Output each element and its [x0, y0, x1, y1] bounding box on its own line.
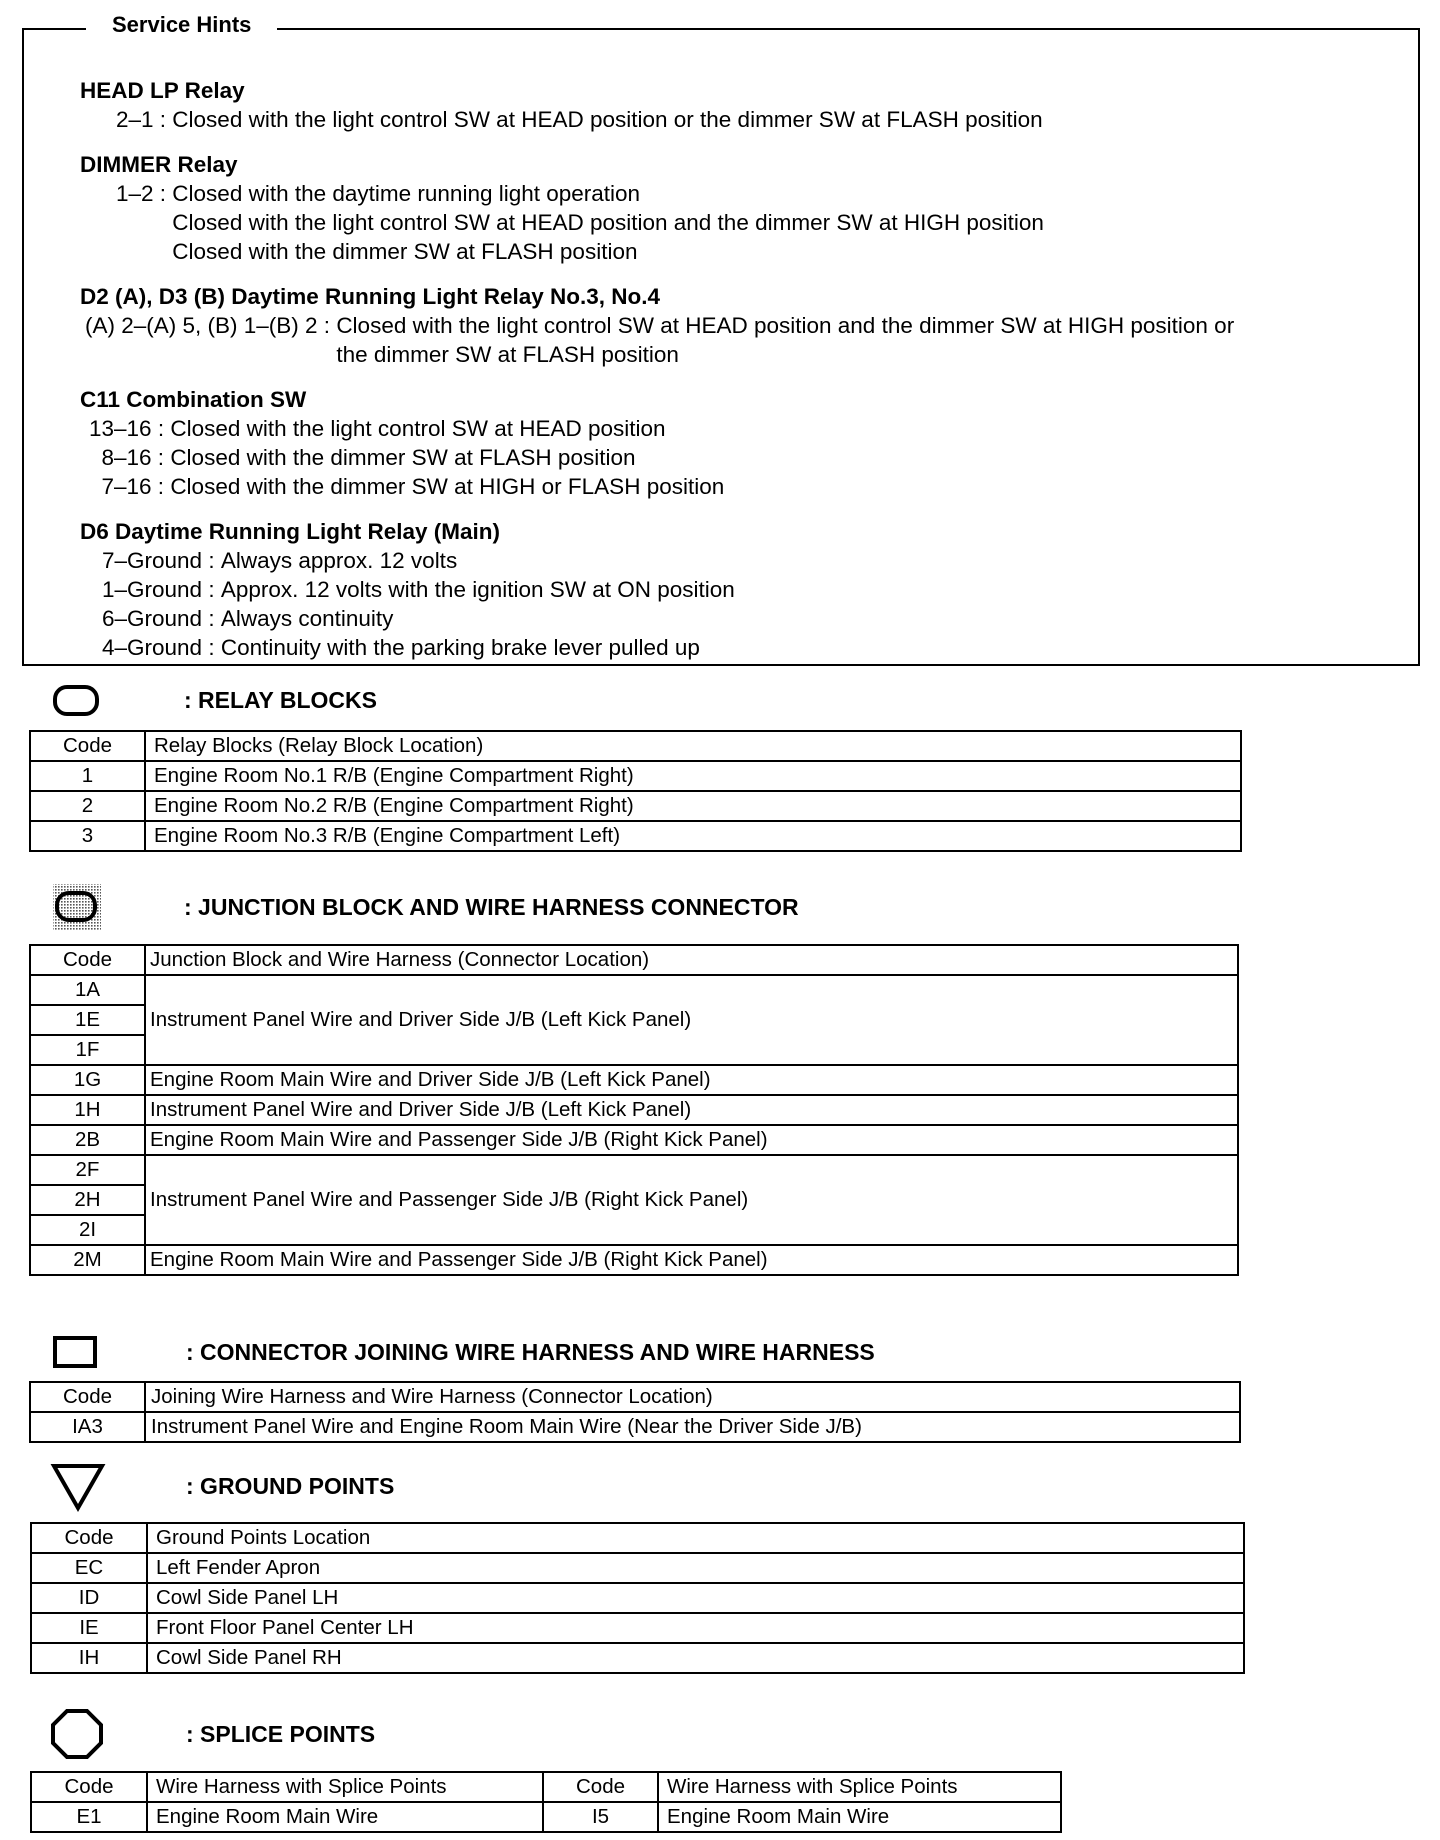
table-header-cell: Code [31, 1772, 147, 1802]
table-row [31, 1802, 1061, 1832]
table-desc-cell: Engine Room Main Wire and Passenger Side J/B (Right Kick Panel) [145, 1125, 1238, 1155]
hint-desc: Closed with the light control SW at HEAD position [170, 416, 666, 441]
hint-desc: Always approx. 12 volts [220, 548, 458, 573]
service-hints-box [22, 28, 1420, 666]
table-header-cell: Wire Harness with Splice Points [658, 1772, 1061, 1802]
table-row [30, 791, 1241, 821]
splice-points-table [30, 1771, 1062, 1833]
hint-term: 2–1 : [116, 107, 173, 132]
table-code-cell: 2M [30, 1245, 145, 1275]
splice-points-title: : SPLICE POINTS [186, 1720, 376, 1747]
table-code-cell: 1G [30, 1065, 145, 1095]
hint-term: (A) 2–(A) 5, (B) 1–(B) 2 : [85, 313, 337, 338]
table-code-cell: IA3 [30, 1412, 145, 1442]
junction-blocks-table [29, 944, 1239, 1276]
heading-head-lp-relay: HEAD LP Relay [80, 78, 245, 103]
table-code-cell: 1 [30, 761, 145, 791]
table-row [31, 1553, 1244, 1583]
hint-term: 13–16 : [89, 416, 171, 441]
table-code-cell: 1E [30, 1005, 145, 1035]
table-header-cell: Code [30, 945, 145, 975]
hint-term: 1–Ground : [102, 577, 221, 602]
table-desc-cell: Engine Room No.3 R/B (Engine Compartment Left) [145, 821, 1241, 851]
hint-term: 6–Ground : [102, 606, 221, 631]
table-row [30, 1245, 1238, 1275]
table-header-cell: Ground Points Location [147, 1523, 1244, 1553]
table-row [30, 1155, 1238, 1185]
table-row [30, 761, 1241, 791]
relay-blocks-header [52, 680, 377, 720]
table-code-cell: 1F [30, 1035, 145, 1065]
junction-block-icon [52, 887, 102, 927]
table-desc-cell: Cowl Side Panel LH [147, 1583, 1244, 1613]
hint-line: Closed with the light control SW at HEAD position and the dimmer SW at HIGH position or [336, 313, 1235, 338]
hint-desc: Closed with the light control SW at HEAD position or the dimmer SW at FLASH position [172, 107, 1043, 132]
hint-row [89, 414, 1234, 443]
table-code-cell: IE [31, 1613, 147, 1643]
ground-points-header [52, 1466, 394, 1506]
table-code-cell: IH [31, 1643, 147, 1673]
junction-blocks-header [52, 887, 799, 927]
hint-row [89, 472, 1234, 501]
relay-blocks-table [29, 730, 1242, 852]
table-header-cell: Relay Blocks (Relay Block Location) [145, 731, 1241, 761]
hint-row [80, 179, 1234, 266]
heading-drl-main: D6 Daytime Running Light Relay (Main) [80, 519, 501, 544]
hint-row [102, 633, 1234, 662]
ground-points-title: : GROUND POINTS [186, 1472, 395, 1499]
table-row [30, 1095, 1238, 1125]
table-code-cell: 2 [30, 791, 145, 821]
table-desc-cell: Instrument Panel Wire and Driver Side J/B (Left Kick Panel) [145, 1095, 1238, 1125]
table-desc-cell: Engine Room Main Wire and Passenger Side J/B (Right Kick Panel) [145, 1245, 1238, 1275]
table-row [31, 1643, 1244, 1673]
table-code-cell: 2I [30, 1215, 145, 1245]
table-row [31, 1613, 1244, 1643]
table-desc-cell: Instrument Panel Wire and Driver Side J/B (Left Kick Panel) [145, 975, 1238, 1065]
table-desc-cell: Engine Room No.2 R/B (Engine Compartment Right) [145, 791, 1241, 821]
hint-line: the dimmer SW at FLASH position [336, 342, 679, 367]
table-header-cell: Code [30, 731, 145, 761]
table-desc-cell: Left Fender Apron [147, 1553, 1244, 1583]
table-header-cell: Joining Wire Harness and Wire Harness (Connector Location) [145, 1382, 1240, 1412]
hint-row [80, 105, 1234, 134]
hint-term: 8–16 : [89, 445, 171, 470]
connectors-header [52, 1332, 875, 1372]
heading-drl-relay-3-4: D2 (A), D3 (B) Daytime Running Light Relay No.3, No.4 [80, 284, 661, 309]
table-desc-cell: Engine Room Main Wire [658, 1802, 1061, 1832]
table-code-cell: I5 [543, 1802, 658, 1832]
hint-line: Closed with the daytime running light operation [172, 181, 641, 206]
table-header-cell: Code [543, 1772, 658, 1802]
table-code-cell: 1H [30, 1095, 145, 1125]
splice-octagon-icon [52, 1714, 102, 1754]
connector-icon [52, 1332, 102, 1372]
table-code-cell: 3 [30, 821, 145, 851]
table-header-row [30, 1382, 1240, 1412]
table-desc-cell: Engine Room Main Wire [147, 1802, 543, 1832]
connectors-title: : CONNECTOR JOINING WIRE HARNESS AND WIRE HARNESS [186, 1338, 875, 1365]
hint-desc: Closed with the dimmer SW at HIGH or FLASH position [170, 474, 725, 499]
hint-row [102, 604, 1234, 633]
hint-desc: Continuity with the parking brake lever pulled up [220, 635, 700, 660]
table-desc-cell: Cowl Side Panel RH [147, 1643, 1244, 1673]
table-code-cell: EC [31, 1553, 147, 1583]
table-header-row [30, 731, 1241, 761]
drl-main-rows [80, 546, 1234, 662]
hint-term: 1–2 : [116, 181, 173, 206]
table-code-cell: ID [31, 1583, 147, 1613]
splice-points-header [52, 1714, 375, 1754]
connectors-table [29, 1381, 1241, 1443]
hint-desc: Closed with the dimmer SW at FLASH position [170, 445, 636, 470]
table-row [30, 1125, 1238, 1155]
hint-row [102, 575, 1234, 604]
table-header-cell: Wire Harness with Splice Points [147, 1772, 543, 1802]
hint-row [89, 443, 1234, 472]
hint-desc: Always continuity [220, 606, 394, 631]
hint-line: Closed with the light control SW at HEAD position and the dimmer SW at HIGH position [172, 210, 1044, 235]
relay-blocks-title: : RELAY BLOCKS [184, 686, 377, 713]
service-hints-content [80, 76, 1234, 662]
table-desc-cell: Engine Room No.1 R/B (Engine Compartment Right) [145, 761, 1241, 791]
table-desc-cell: Front Floor Panel Center LH [147, 1613, 1244, 1643]
table-row [30, 975, 1238, 1005]
table-header-row [30, 945, 1238, 975]
hint-term: 4–Ground : [102, 635, 221, 660]
table-row [31, 1583, 1244, 1613]
ground-triangle-icon [52, 1466, 102, 1506]
hint-line: Closed with the dimmer SW at FLASH position [172, 239, 638, 264]
table-code-cell: E1 [31, 1802, 147, 1832]
table-header-cell: Junction Block and Wire Harness (Connector Location) [145, 945, 1238, 975]
heading-dimmer-relay: DIMMER Relay [80, 152, 238, 177]
hint-row [80, 311, 1234, 369]
table-desc-cell: Instrument Panel Wire and Passenger Side J/B (Right Kick Panel) [145, 1155, 1238, 1245]
table-code-cell: 2B [30, 1125, 145, 1155]
hint-term: 7–Ground : [102, 548, 221, 573]
table-code-cell: 2H [30, 1185, 145, 1215]
table-row [30, 821, 1241, 851]
table-row [30, 1065, 1238, 1095]
table-code-cell: 1A [30, 975, 145, 1005]
table-desc-cell: Instrument Panel Wire and Engine Room Main Wire (Near the Driver Side J/B) [145, 1412, 1240, 1442]
heading-combination-sw: C11 Combination SW [80, 387, 307, 412]
junction-blocks-title: : JUNCTION BLOCK AND WIRE HARNESS CONNECTOR [184, 893, 799, 920]
ground-points-table [30, 1522, 1245, 1674]
table-header-cell: Code [31, 1523, 147, 1553]
table-row [30, 1412, 1240, 1442]
table-header-row [31, 1772, 1061, 1802]
table-desc-cell: Engine Room Main Wire and Driver Side J/B (Left Kick Panel) [145, 1065, 1238, 1095]
relay-block-icon [52, 680, 102, 720]
hint-row [102, 546, 1234, 575]
service-hints-title: Service Hints [86, 10, 277, 40]
hint-desc: Approx. 12 volts with the ignition SW at ON position [220, 577, 735, 602]
combination-sw-rows [80, 414, 1234, 501]
table-code-cell: 2F [30, 1155, 145, 1185]
hint-term: 7–16 : [89, 474, 171, 499]
table-header-cell: Code [30, 1382, 145, 1412]
table-header-row [31, 1523, 1244, 1553]
